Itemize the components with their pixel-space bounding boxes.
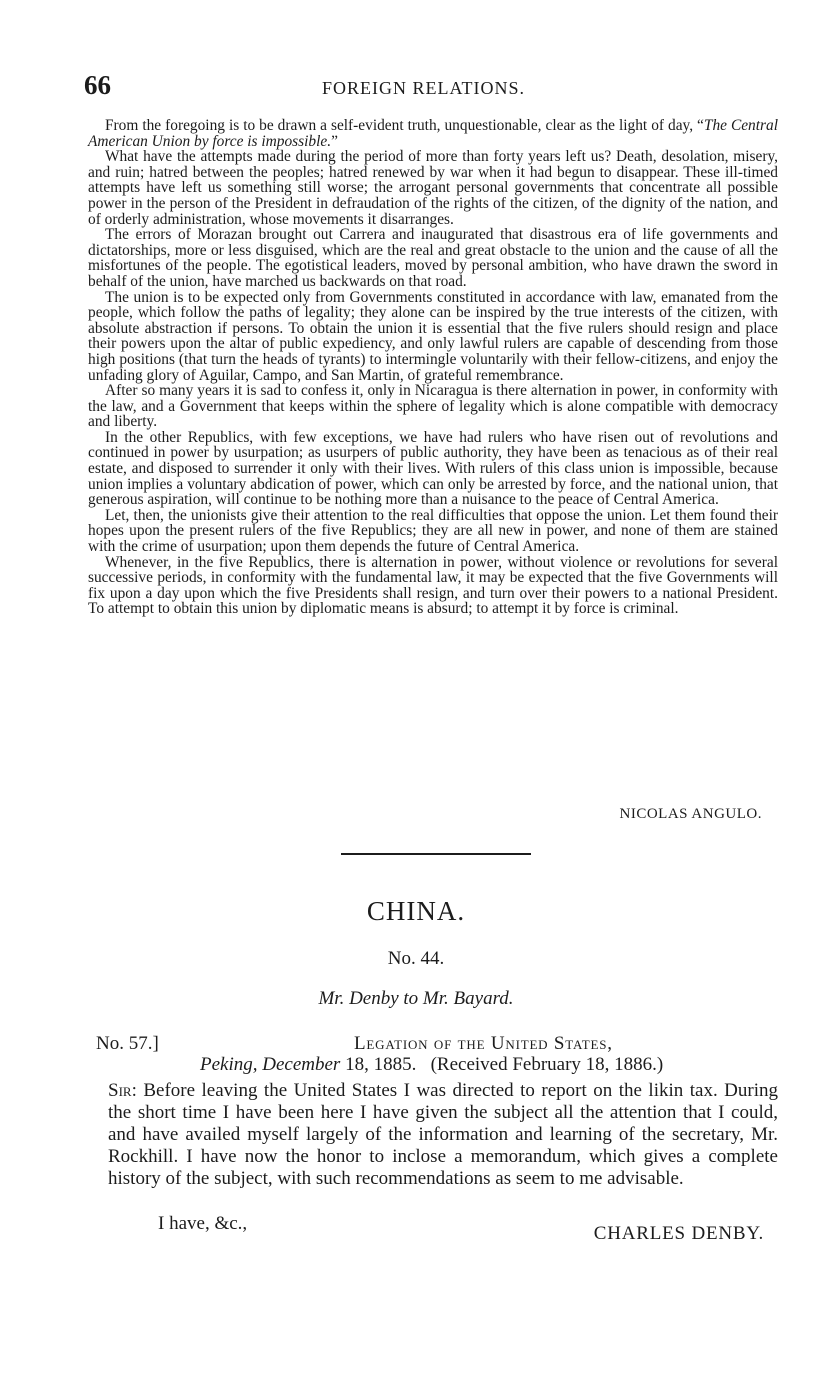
italic-quote: The Central American Union by force is impossible.: [88, 117, 778, 150]
paragraph: [108, 1080, 778, 1190]
paragraph: From the foregoing is to be drawn a self-evident truth, unquestionable, clear as the light of day, “The Central American Union by force is impossible.”: [88, 117, 778, 150]
paragraph: What have the attempts made during the period of more than forty years left us? Death, desolation, misery, and ruin; hatred between the peoples; hatred renewed by war when it had begun to disappear. These ill-timed attempts have left us something still worse; the arrogant personal governments that concentrate all possible power in the person of the President in defraudation of the rights of the citizen, of the dignity of the nation, and of orderly administration, whose movements it disarranges.: [88, 148, 778, 228]
running-head: FOREIGN RELATIONS.: [322, 78, 526, 98]
section-divider: [341, 853, 531, 855]
document-number: No. 44.: [387, 948, 445, 969]
dispatch-number: No. 57.]: [96, 1033, 159, 1054]
dateline: [200, 1054, 663, 1076]
paragraph: The errors of Morazan brought out Carrera and inaugurated that disastrous era of life governments and dictatorships, more or less disguised, which are the real and great obstacle to the union and the cause of all the misfortunes of the people. The egotistical leaders, moved by personal ambition, who have drawn the sword in behalf of the union, have marched us backwards on that road.: [88, 226, 778, 290]
denby-letter-body: [108, 1080, 778, 1190]
closing: I have, &c.,: [158, 1213, 248, 1234]
paragraph: The union is to be expected only from Governments constituted in accordance with law, emanated from the people, which follow the paths of legality; they alone can be inspired by the true interests of the citizen, with absolute abstraction if persons. To obtain the union it is essential that the five rulers should resign and place their powers upon the altar of public expediency, and only lawful rulers are capable of descending from those high positions (that turn the heads of tyrants) to intermingle voluntarily with their fellow-citizens, and enjoy the unfading glory of Aguilar, Campo, and San Martin, of grateful remembrance.: [88, 288, 778, 384]
signature-denby: CHARLES DENBY.: [593, 1223, 764, 1244]
page-header: [84, 70, 772, 110]
paragraph: After so many years it is sad to confess it, only in Nicaragua is there alternation in power, in conformity with the law, and a Government that keeps within the sphere of legality which is alone compatible with democracy and liberty.: [88, 382, 778, 431]
angulo-letter-body: [88, 118, 778, 617]
paragraph: Whenever, in the five Republics, there is alternation in power, without violence or revolutions for several successive periods, in conformity with the fundamental law, it may be expected that the five Governments will fix upon a day upon which the five Presidents shall resign, and turn over their powers to a national President. To attempt to obtain this union by diplomatic means is absurd; to attempt it by force is criminal.: [88, 553, 778, 618]
section-title: CHINA.: [366, 896, 466, 926]
document-heading: Mr. Denby to Mr. Bayard.: [318, 988, 514, 1009]
date-day: 18, 1885.: [340, 1054, 417, 1075]
received-note: (Received February 18, 1886.): [430, 1054, 664, 1075]
letter-text: Before leaving the United States I was directed to report on the likin tax. During the short time I have been here I have given the subject all the attention that I could, and have availed myself largely of the information and learning of the secretary, Mr. Rockhill. I have now the honor to inclose a memorandum, which gives a complete history of the subject, with such recommendations as seem to me advisable.: [108, 1080, 779, 1189]
legation-line: Legation of the United States,: [354, 1033, 613, 1054]
signature-angulo: NICOLAS ANGULO.: [619, 806, 762, 822]
place-date: Peking, December: [200, 1054, 341, 1075]
salutation: Sir:: [108, 1080, 137, 1101]
paragraph: Let, then, the unionists give their attention to the real difficulties that oppose the union. Let them found their hopes upon the present rulers of the five Republics; they are all new in power, and none of them are stained with the crime of usurpation; upon them depends the future of Central America.: [88, 506, 778, 556]
page-number: 66: [84, 70, 111, 100]
paragraph: In the other Republics, with few exceptions, we have had rulers who have risen out of revolutions and continued in power by usurpation; as usurpers of public authority, they have been as tenacious as of their real estate, and disposed to surrender it only with their lives. With rulers of this class union is impossible, because union implies a voluntary abdication of power, which can only be arrested by force, and the national union, that generous aspiration, will continue to be nothing more than a nuisance to the peace of Central America.: [88, 428, 778, 509]
